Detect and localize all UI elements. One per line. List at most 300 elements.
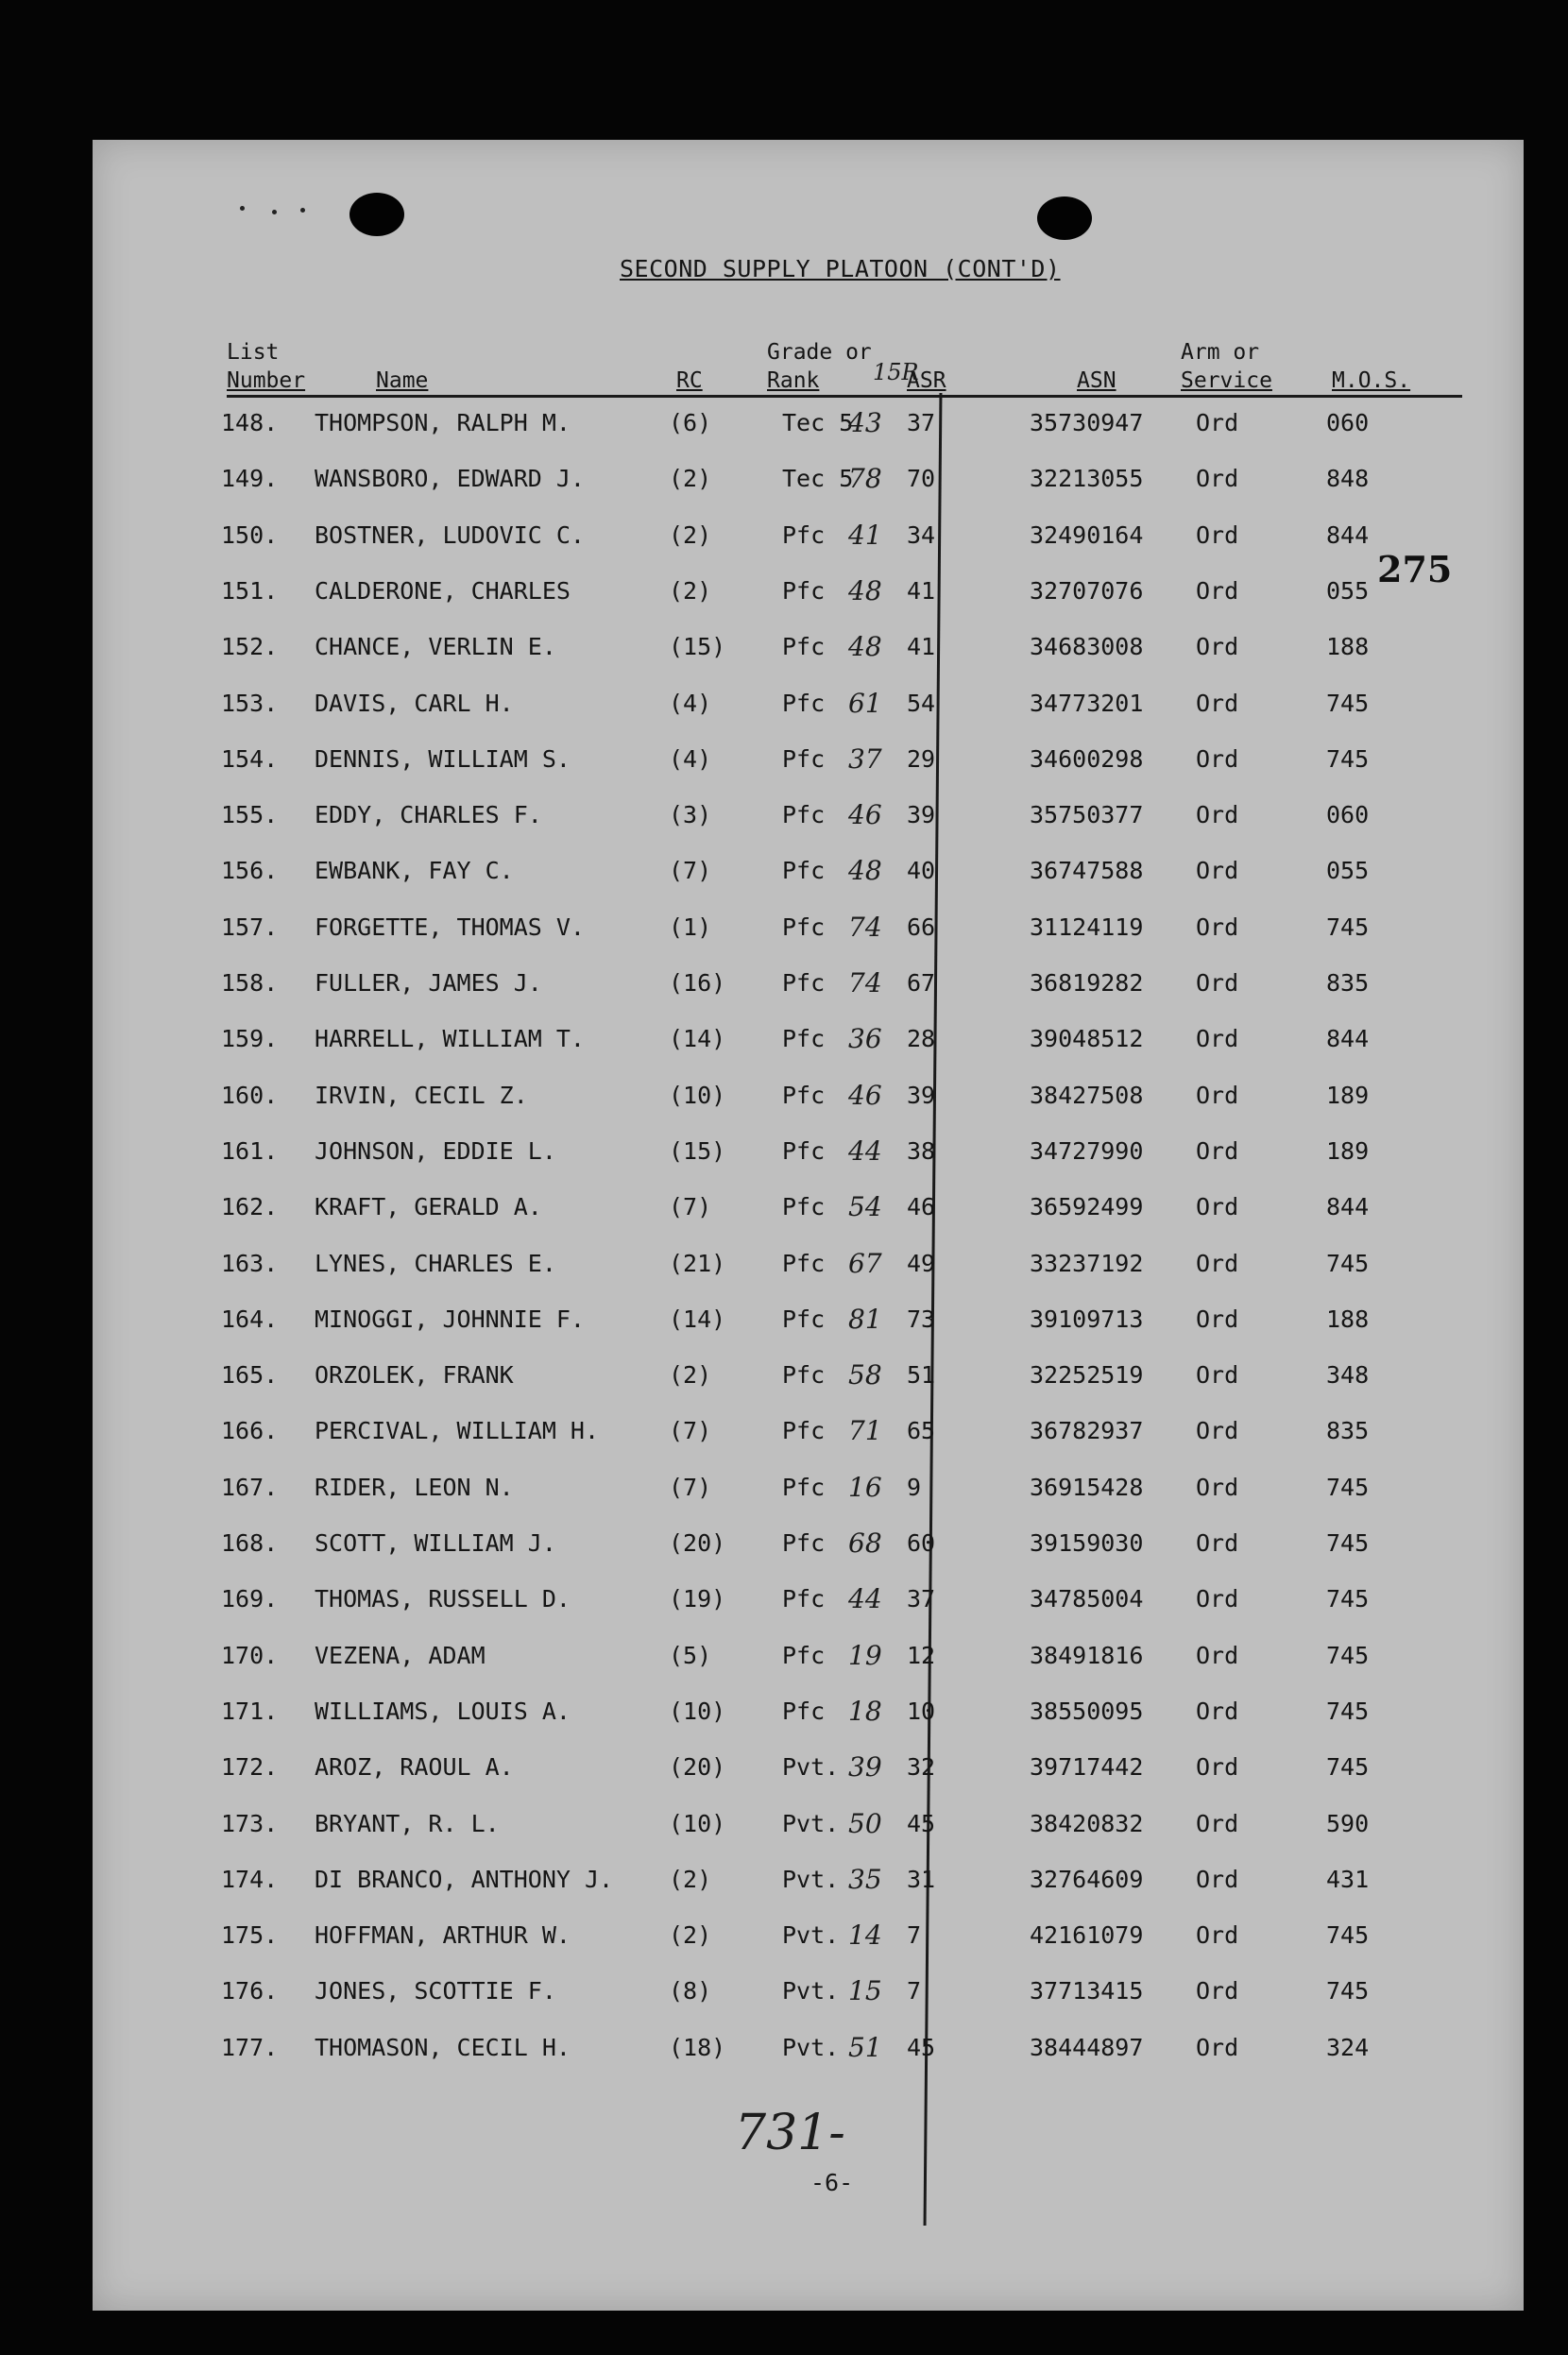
service-number: 32764609: [1030, 1865, 1144, 1893]
rc-code: (2): [669, 576, 712, 605]
rc-code: (10): [669, 1081, 726, 1109]
service-number: 34727990: [1030, 1136, 1144, 1165]
soldier-name: RIDER, LEON N.: [315, 1473, 514, 1501]
grade-rank: Pfc: [782, 1025, 826, 1053]
grade-rank: Pfc: [782, 1136, 826, 1165]
grade-rank: Pvt.: [782, 1865, 840, 1893]
soldier-name: EWBANK, FAY C.: [315, 857, 514, 885]
service-number: 42161079: [1030, 1921, 1144, 1950]
table-row: [93, 1972, 1524, 2010]
handwritten-score: 41: [848, 519, 882, 551]
service-number: 38420832: [1030, 1809, 1144, 1837]
service-number: 36747588: [1030, 857, 1144, 885]
handwritten-score: 18: [848, 1695, 882, 1727]
service-number: 35750377: [1030, 801, 1144, 829]
header-asn: ASN: [1077, 368, 1116, 393]
service-number: 39048512: [1030, 1025, 1144, 1053]
mos-code: 745: [1326, 1641, 1370, 1669]
asr-score: 31: [907, 1865, 936, 1893]
asr-score: 45: [907, 2033, 936, 2061]
arm-service: Ord: [1196, 1697, 1239, 1725]
mos-code: 745: [1326, 1921, 1370, 1950]
rc-code: (1): [669, 913, 712, 941]
soldier-name: AROZ, RAOUL A.: [315, 1753, 514, 1782]
soldier-name: PERCIVAL, WILLIAM H.: [315, 1417, 600, 1445]
mos-code: 745: [1326, 1473, 1370, 1501]
service-number: 36915428: [1030, 1473, 1144, 1501]
rc-code: (4): [669, 689, 712, 717]
handwritten-score: 44: [848, 1135, 882, 1167]
table-row: [93, 852, 1524, 890]
soldier-name: KRAFT, GERALD A.: [315, 1193, 542, 1221]
arm-service: Ord: [1196, 1641, 1239, 1669]
header-grade-line1: Grade or: [767, 340, 872, 365]
asr-score: 54: [907, 689, 936, 717]
mos-code: 348: [1326, 1361, 1370, 1390]
list-number: 167.: [221, 1473, 279, 1501]
asr-score: 51: [907, 1361, 936, 1390]
grade-rank: Pfc: [782, 1697, 826, 1725]
grade-rank: Pfc: [782, 1361, 826, 1390]
header-list-number: [227, 338, 305, 395]
arm-service: Ord: [1196, 1136, 1239, 1165]
asr-score: 60: [907, 1529, 936, 1557]
table-row: [93, 1637, 1524, 1675]
list-number: 157.: [221, 913, 279, 941]
handwritten-score: 36: [848, 1023, 882, 1055]
rc-code: (7): [669, 857, 712, 885]
table-row: [93, 460, 1524, 498]
handwritten-total: 731-: [735, 2105, 845, 2161]
arm-service: Ord: [1196, 409, 1239, 436]
mos-code: 745: [1326, 744, 1370, 773]
arm-service: Ord: [1196, 744, 1239, 773]
service-number: 39717442: [1030, 1753, 1144, 1782]
asr-score: 7: [907, 1921, 922, 1950]
handwritten-score: 58: [848, 1359, 882, 1391]
soldier-name: MINOGGI, JOHNNIE F.: [315, 1305, 585, 1333]
soldier-name: DI BRANCO, ANTHONY J.: [315, 1865, 614, 1893]
mos-code: 055: [1326, 576, 1370, 605]
soldier-name: IRVIN, CECIL Z.: [315, 1081, 528, 1109]
mos-code: 745: [1326, 1753, 1370, 1782]
arm-service: Ord: [1196, 801, 1239, 829]
list-number: 177.: [221, 2033, 279, 2061]
soldier-name: FORGETTE, THOMAS V.: [315, 913, 585, 941]
mos-code: 745: [1326, 689, 1370, 717]
table-row: [93, 685, 1524, 723]
arm-service: Ord: [1196, 1473, 1239, 1501]
grade-rank: Pvt.: [782, 1921, 840, 1950]
service-number: 34785004: [1030, 1585, 1144, 1613]
table-row: [93, 1580, 1524, 1618]
arm-service: Ord: [1196, 1809, 1239, 1837]
arm-service: Ord: [1196, 969, 1239, 997]
table-row: [93, 1133, 1524, 1170]
list-number: 173.: [221, 1809, 279, 1837]
arm-service: Ord: [1196, 857, 1239, 885]
mos-code: 844: [1326, 520, 1370, 549]
handwritten-score: 51: [848, 2031, 882, 2063]
arm-service: Ord: [1196, 1865, 1239, 1893]
rc-code: (20): [669, 1753, 726, 1782]
list-number: 171.: [221, 1697, 279, 1725]
rc-code: (14): [669, 1025, 726, 1053]
asr-score: 7: [907, 1977, 922, 2005]
asr-score: 41: [907, 633, 936, 661]
speck: [272, 210, 277, 214]
soldier-name: WILLIAMS, LOUIS A.: [315, 1697, 571, 1725]
header-arm-service: [1181, 338, 1272, 395]
header-rule: [227, 395, 1462, 398]
table-row: [93, 1917, 1524, 1954]
list-number: 166.: [221, 1417, 279, 1445]
mos-code: 189: [1326, 1081, 1370, 1109]
list-number: 154.: [221, 744, 279, 773]
list-number: 164.: [221, 1305, 279, 1333]
arm-service: Ord: [1196, 1585, 1239, 1613]
rc-code: (18): [669, 2033, 726, 2061]
punch-hole-right: [1037, 196, 1092, 240]
table-row: [93, 404, 1524, 442]
handwritten-score: 46: [848, 1079, 882, 1111]
soldier-name: HARRELL, WILLIAM T.: [315, 1025, 585, 1053]
arm-service: Ord: [1196, 2033, 1239, 2061]
list-number: 152.: [221, 633, 279, 661]
service-number: 38427508: [1030, 1081, 1144, 1109]
service-number: 34600298: [1030, 744, 1144, 773]
mos-code: 745: [1326, 1249, 1370, 1277]
asr-score: 32: [907, 1753, 936, 1782]
soldier-name: DENNIS, WILLIAM S.: [315, 744, 571, 773]
asr-score: 10: [907, 1697, 936, 1725]
asr-score: 38: [907, 1136, 936, 1165]
list-number: 148.: [221, 409, 279, 436]
grade-rank: Pfc: [782, 689, 826, 717]
grade-rank: Pfc: [782, 969, 826, 997]
service-number: 32213055: [1030, 465, 1144, 493]
page-number: -6-: [810, 2169, 854, 2196]
service-number: 38550095: [1030, 1697, 1144, 1725]
handwritten-score: 46: [848, 799, 882, 831]
grade-rank: Pfc: [782, 1417, 826, 1445]
handwritten-score: 74: [848, 911, 882, 943]
grade-rank: Pfc: [782, 633, 826, 661]
rc-code: (14): [669, 1305, 726, 1333]
rc-code: (20): [669, 1529, 726, 1557]
rc-code: (6): [669, 409, 712, 436]
grade-rank: Pfc: [782, 576, 826, 605]
soldier-name: HOFFMAN, ARTHUR W.: [315, 1921, 571, 1950]
asr-score: 9: [907, 1473, 922, 1501]
list-number: 175.: [221, 1921, 279, 1950]
grade-rank: Tec 5: [782, 465, 854, 493]
asr-score: 29: [907, 744, 936, 773]
asr-score: 28: [907, 1025, 936, 1053]
table-row: [93, 741, 1524, 778]
rc-code: (4): [669, 744, 712, 773]
list-number: 176.: [221, 1977, 279, 2005]
list-number: 170.: [221, 1641, 279, 1669]
arm-service: Ord: [1196, 1753, 1239, 1782]
table-row: [93, 1188, 1524, 1226]
arm-service: Ord: [1196, 1193, 1239, 1221]
rc-code: (7): [669, 1417, 712, 1445]
soldier-name: JOHNSON, EDDIE L.: [315, 1136, 556, 1165]
grade-rank: Pfc: [782, 744, 826, 773]
rc-code: (21): [669, 1249, 726, 1277]
soldier-name: THOMPSON, RALPH M.: [315, 409, 571, 436]
soldier-name: EDDY, CHARLES F.: [315, 801, 542, 829]
handwritten-score: 44: [848, 1583, 882, 1615]
soldier-name: THOMAS, RUSSELL D.: [315, 1585, 571, 1613]
rc-code: (15): [669, 633, 726, 661]
table-row: [93, 1412, 1524, 1450]
service-number: 35730947: [1030, 409, 1144, 436]
arm-service: Ord: [1196, 520, 1239, 549]
list-number: 159.: [221, 1025, 279, 1053]
grade-rank: Pfc: [782, 1641, 826, 1669]
mos-code: 188: [1326, 1305, 1370, 1333]
soldier-name: BOSTNER, LUDOVIC C.: [315, 520, 585, 549]
list-number: 153.: [221, 689, 279, 717]
header-grade: [767, 338, 872, 395]
table-row: [93, 1020, 1524, 1058]
asr-score: 45: [907, 1809, 936, 1837]
soldier-name: CHANCE, VERLIN E.: [315, 633, 556, 661]
rc-code: (2): [669, 1921, 712, 1950]
soldier-name: CALDERONE, CHARLES: [315, 576, 571, 605]
grade-rank: Pfc: [782, 857, 826, 885]
grade-rank: Pfc: [782, 1529, 826, 1557]
grade-rank: Pfc: [782, 913, 826, 941]
grade-rank: Pfc: [782, 1585, 826, 1613]
asr-score: 66: [907, 913, 936, 941]
table-row: [93, 572, 1524, 610]
service-number: 38491816: [1030, 1641, 1144, 1669]
list-number: 165.: [221, 1361, 279, 1390]
asr-score: 12: [907, 1641, 936, 1669]
table-row: [93, 1077, 1524, 1115]
grade-rank: Pfc: [782, 1081, 826, 1109]
list-number: 174.: [221, 1865, 279, 1893]
header-mos: M.O.S.: [1332, 368, 1411, 393]
asr-score: 39: [907, 801, 936, 829]
soldier-name: VEZENA, ADAM: [315, 1641, 486, 1669]
rc-code: (5): [669, 1641, 712, 1669]
soldier-name: DAVIS, CARL H.: [315, 689, 514, 717]
arm-service: Ord: [1196, 465, 1239, 493]
grade-rank: Pvt.: [782, 1977, 840, 2005]
arm-service: Ord: [1196, 1417, 1239, 1445]
mos-code: 055: [1326, 857, 1370, 885]
handwritten-score: 81: [848, 1303, 882, 1335]
mos-code: 745: [1326, 1977, 1370, 2005]
rc-code: (2): [669, 1865, 712, 1893]
service-number: 38444897: [1030, 2033, 1144, 2061]
header-name: Name: [376, 368, 429, 393]
asr-score: 46: [907, 1193, 936, 1221]
grade-rank: Pvt.: [782, 1753, 840, 1782]
mos-code: 745: [1326, 913, 1370, 941]
soldier-name: WANSBORO, EDWARD J.: [315, 465, 585, 493]
soldier-name: SCOTT, WILLIAM J.: [315, 1529, 556, 1557]
table-row: [93, 1245, 1524, 1283]
mos-code: 844: [1326, 1025, 1370, 1053]
list-number: 158.: [221, 969, 279, 997]
service-number: 32490164: [1030, 520, 1144, 549]
table-row: [93, 909, 1524, 947]
header-asr: ASR: [907, 368, 946, 393]
mos-code: 060: [1326, 801, 1370, 829]
mos-code: 189: [1326, 1136, 1370, 1165]
handwritten-score: 71: [848, 1415, 882, 1447]
document-page: [93, 140, 1524, 2311]
service-number: 39109713: [1030, 1305, 1144, 1333]
handwritten-score: 61: [848, 687, 882, 719]
mos-code: 060: [1326, 409, 1370, 436]
arm-service: Ord: [1196, 1305, 1239, 1333]
mos-code: 431: [1326, 1865, 1370, 1893]
page-title: SECOND SUPPLY PLATOON (CONT'D): [620, 255, 1061, 282]
list-number: 161.: [221, 1136, 279, 1165]
rc-code: (19): [669, 1585, 726, 1613]
handwritten-score: 74: [848, 967, 882, 998]
rc-code: (2): [669, 465, 712, 493]
asr-score: 37: [907, 409, 936, 436]
handwritten-score: 43: [848, 407, 882, 438]
handwritten-score: 48: [848, 631, 882, 663]
service-number: 31124119: [1030, 913, 1144, 941]
header-grade-line2: Rank: [767, 368, 820, 393]
handwritten-score: 16: [848, 1471, 882, 1503]
soldier-name: BRYANT, R. L.: [315, 1809, 500, 1837]
table-row: [93, 1861, 1524, 1899]
list-number: 149.: [221, 465, 279, 493]
soldier-name: JONES, SCOTTIE F.: [315, 1977, 556, 2005]
asr-score: 49: [907, 1249, 936, 1277]
stamp-number: 275: [1377, 548, 1453, 590]
soldier-name: FULLER, JAMES J.: [315, 969, 542, 997]
speck: [240, 206, 245, 211]
service-number: 36782937: [1030, 1417, 1144, 1445]
grade-rank: Pvt.: [782, 2033, 840, 2061]
list-number: 163.: [221, 1249, 279, 1277]
table-row: [93, 1749, 1524, 1786]
mos-code: 188: [1326, 633, 1370, 661]
grade-rank: Tec 5: [782, 409, 854, 436]
grade-rank: Pfc: [782, 1249, 826, 1277]
service-number: 32707076: [1030, 576, 1144, 605]
table-row: [93, 796, 1524, 834]
handwritten-score: 19: [848, 1639, 882, 1671]
list-number: 151.: [221, 576, 279, 605]
handwritten-score: 67: [848, 1247, 882, 1279]
asr-score: 65: [907, 1417, 936, 1445]
grade-rank: Pfc: [782, 1305, 826, 1333]
list-number: 160.: [221, 1081, 279, 1109]
header-list-line2: Number: [227, 368, 306, 393]
table-row: [93, 1525, 1524, 1562]
rc-code: (10): [669, 1697, 726, 1725]
arm-service: Ord: [1196, 1921, 1239, 1950]
rc-code: (15): [669, 1136, 726, 1165]
mos-code: 844: [1326, 1193, 1370, 1221]
grade-rank: Pvt.: [782, 1809, 840, 1837]
arm-service: Ord: [1196, 1529, 1239, 1557]
rc-code: (2): [669, 1361, 712, 1390]
soldier-name: ORZOLEK, FRANK: [315, 1361, 514, 1390]
rc-code: (7): [669, 1473, 712, 1501]
arm-service: Ord: [1196, 913, 1239, 941]
list-number: 155.: [221, 801, 279, 829]
table-row: [93, 2029, 1524, 2067]
table-row: [93, 964, 1524, 1002]
asr-score: 67: [907, 969, 936, 997]
handwritten-score: 14: [848, 1920, 882, 1952]
asr-score: 39: [907, 1081, 936, 1109]
asr-score: 37: [907, 1585, 936, 1613]
arm-service: Ord: [1196, 633, 1239, 661]
mos-code: 590: [1326, 1809, 1370, 1837]
service-number: 32252519: [1030, 1361, 1144, 1390]
handwritten-score: 48: [848, 855, 882, 887]
service-number: 33237192: [1030, 1249, 1144, 1277]
arm-service: Ord: [1196, 1025, 1239, 1053]
grade-rank: Pfc: [782, 1473, 826, 1501]
handwritten-score: 50: [848, 1807, 882, 1839]
header-arm-line2: Service: [1181, 368, 1272, 393]
handwritten-score: 15: [848, 1975, 882, 2007]
punch-hole-left: [349, 193, 404, 236]
header-rc: RC: [676, 368, 703, 393]
table-row: [93, 628, 1524, 666]
speck: [300, 208, 305, 213]
handwritten-score: 54: [848, 1191, 882, 1223]
arm-service: Ord: [1196, 1081, 1239, 1109]
rc-code: (7): [669, 1193, 712, 1221]
list-number: 156.: [221, 857, 279, 885]
grade-rank: Pfc: [782, 801, 826, 829]
arm-service: Ord: [1196, 1977, 1239, 2005]
handwritten-score: 68: [848, 1527, 882, 1559]
table-row: [93, 1357, 1524, 1394]
service-number: 37713415: [1030, 1977, 1144, 2005]
list-number: 172.: [221, 1753, 279, 1782]
service-number: 34683008: [1030, 633, 1144, 661]
mos-code: 848: [1326, 465, 1370, 493]
list-number: 169.: [221, 1585, 279, 1613]
handwritten-score: 48: [848, 574, 882, 606]
soldier-name: LYNES, CHARLES E.: [315, 1249, 556, 1277]
handwritten-score: 37: [848, 742, 882, 775]
arm-service: Ord: [1196, 689, 1239, 717]
list-number: 150.: [221, 520, 279, 549]
handwritten-score: 39: [848, 1751, 882, 1783]
asr-score: 73: [907, 1305, 936, 1333]
mos-code: 745: [1326, 1585, 1370, 1613]
mos-code: 835: [1326, 1417, 1370, 1445]
mos-code: 835: [1326, 969, 1370, 997]
header-list-line1: List: [227, 340, 280, 365]
asr-score: 41: [907, 576, 936, 605]
service-number: 36592499: [1030, 1193, 1144, 1221]
handwritten-score: 35: [848, 1863, 882, 1895]
mos-code: 324: [1326, 2033, 1370, 2061]
rc-code: (8): [669, 1977, 712, 2005]
table-row: [93, 517, 1524, 555]
handwritten-header-mark: 15R: [873, 359, 919, 385]
